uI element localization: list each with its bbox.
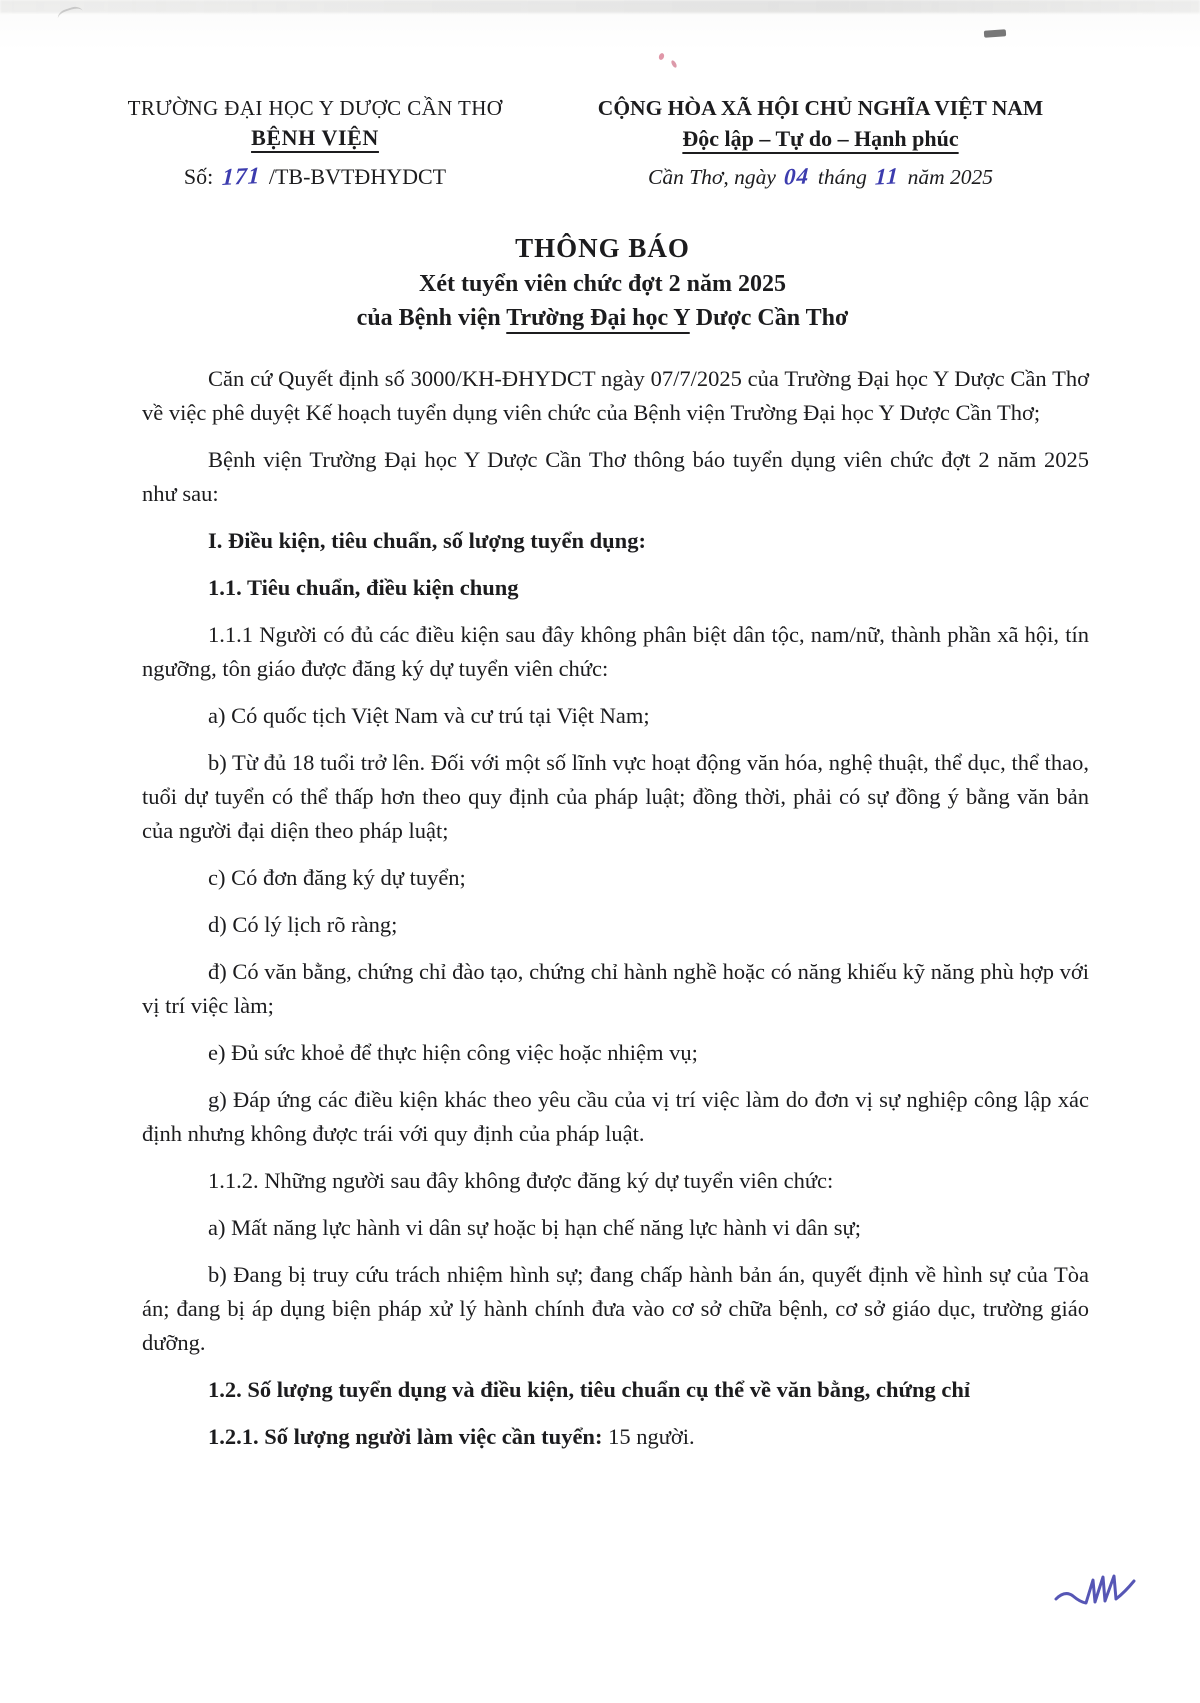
- document-header: [110, 96, 1095, 191]
- paragraph: d) Có lý lịch rõ ràng;: [208, 912, 398, 937]
- paragraph: 1.2.1. Số lượng người làm việc cần tuyển: 15 người.: [208, 1424, 695, 1449]
- scan-artifact-pink-speck: [658, 52, 665, 60]
- paragraph: g) Đáp ứng các điều kiện khác theo yêu cầu của vị trí việc làm do đơn vị sự nghiệp công lập xác định nhưng không được trái với quy định của pháp luật.: [142, 1087, 1089, 1146]
- document-title-block: [110, 233, 1095, 332]
- paragraph: I. Điều kiện, tiêu chuẩn, số lượng tuyển dụng:: [208, 528, 646, 553]
- paragraph: b) Đang bị truy cứu trách nhiệm hình sự; đang chấp hành bản án, quyết định về hình sự của Tòa án; đang bị áp dụng biện pháp xử lý hành chính đưa vào cơ sở chữa bệnh, cơ sở giáo dục, trường giáo dưỡng.: [142, 1262, 1089, 1355]
- paragraph: 1.2. Số lượng tuyển dụng và điều kiện, tiêu chuẩn cụ thể về văn bằng, chứng chỉ: [208, 1377, 971, 1402]
- month-handwritten: 11: [874, 163, 900, 191]
- document-body: [142, 362, 1089, 1454]
- title-issuer-line: [110, 305, 1095, 332]
- document-number-line: [110, 164, 520, 191]
- national-title: CỘNG HÒA XÃ HỘI CHỦ NGHĨA VIỆT NAM: [597, 96, 1044, 120]
- scan-artifact-pink-speck: [670, 60, 677, 69]
- paragraph: a) Mất năng lực hành vi dân sự hoặc bị hạn chế năng lực hành vi dân sự;: [208, 1215, 861, 1240]
- paragraph: a) Có quốc tịch Việt Nam và cư trú tại Việt Nam;: [208, 703, 650, 728]
- issuing-org-block: [110, 96, 520, 191]
- title-issuer-suffix: Dược Cần Thơ: [689, 305, 849, 331]
- paragraph: Bệnh viện Trường Đại học Y Dược Cần Thơ thông báo tuyển dụng viên chức đợt 2 năm 2025 như sau:: [142, 447, 1089, 506]
- signature-paraph: [1052, 1569, 1148, 1615]
- paragraph: 1.1.2. Những người sau đây không được đăng ký dự tuyển viên chức:: [208, 1168, 834, 1193]
- national-header-block: [520, 96, 1095, 191]
- national-motto: Độc lập – Tự do – Hạnh phúc: [682, 126, 959, 151]
- org-parent-name: TRƯỜNG ĐẠI HỌC Y DƯỢC CẦN THƠ: [127, 96, 503, 120]
- document-content: [110, 96, 1095, 1454]
- paragraph: b) Từ đủ 18 tuổi trở lên. Đối với một số lĩnh vực hoạt động văn hóa, nghệ thuật, thể dục, thể thao, tuổi dự tuyển có thể thấp hơn theo quy định của pháp luật; đồng thời, phải có sự đồng ý bằng văn bản của người đại diện theo pháp luật;: [142, 750, 1089, 843]
- title-issuer-underlined: Trường Đại học Y: [506, 305, 690, 331]
- dateline-mid: tháng: [817, 165, 867, 189]
- title-subtitle: Xét tuyển viên chức đợt 2 năm 2025: [418, 271, 786, 297]
- dateline-suffix: năm 2025: [907, 165, 993, 189]
- day-handwritten: 04: [783, 163, 811, 191]
- document-number-suffix: /TB-BVTĐHYDCT: [268, 164, 447, 189]
- org-name: BỆNH VIỆN: [251, 125, 379, 150]
- paragraph-bold-lead: 1.2.1. Số lượng người làm việc cần tuyển:: [208, 1424, 603, 1449]
- paragraph: e) Đủ sức khoẻ để thực hiện công việc hoặc nhiệm vụ;: [208, 1040, 698, 1065]
- title-main: THÔNG BÁO: [515, 233, 690, 263]
- paragraph: c) Có đơn đăng ký dự tuyển;: [208, 865, 466, 890]
- paragraph: đ) Có văn bằng, chứng chỉ đào tạo, chứng chỉ hành nghề hoặc có năng khiếu kỹ năng phù hợp với vị trí việc làm;: [142, 959, 1089, 1018]
- dateline-prefix: Cần Thơ, ngày: [647, 165, 776, 189]
- document-number-label: Số:: [183, 164, 214, 189]
- paragraph: 1.1.1 Người có đủ các điều kiện sau đây không phân biệt dân tộc, nam/nữ, thành phần xã hội, tín ngưỡng, tôn giáo được đăng ký dự tuyển viên chức:: [142, 622, 1089, 681]
- document-number-handwritten: 171: [221, 162, 262, 192]
- paragraph: 1.1. Tiêu chuẩn, điều kiện chung: [208, 575, 519, 600]
- scan-artifact-dark-speck: [984, 29, 1006, 38]
- place-date-line: [546, 164, 1095, 191]
- scan-artifact-top-smudge: [0, 0, 1200, 13]
- paragraph: Căn cứ Quyết định số 3000/KH-ĐHYDCT ngày 07/7/2025 của Trường Đại học Y Dược Cần Thơ về việc phê duyệt Kế hoạch tuyển dụng viên chức của Bệnh viện Trường Đại học Y Dược Cần Thơ;: [142, 366, 1089, 425]
- title-issuer-prefix: của Bệnh viện: [356, 305, 507, 331]
